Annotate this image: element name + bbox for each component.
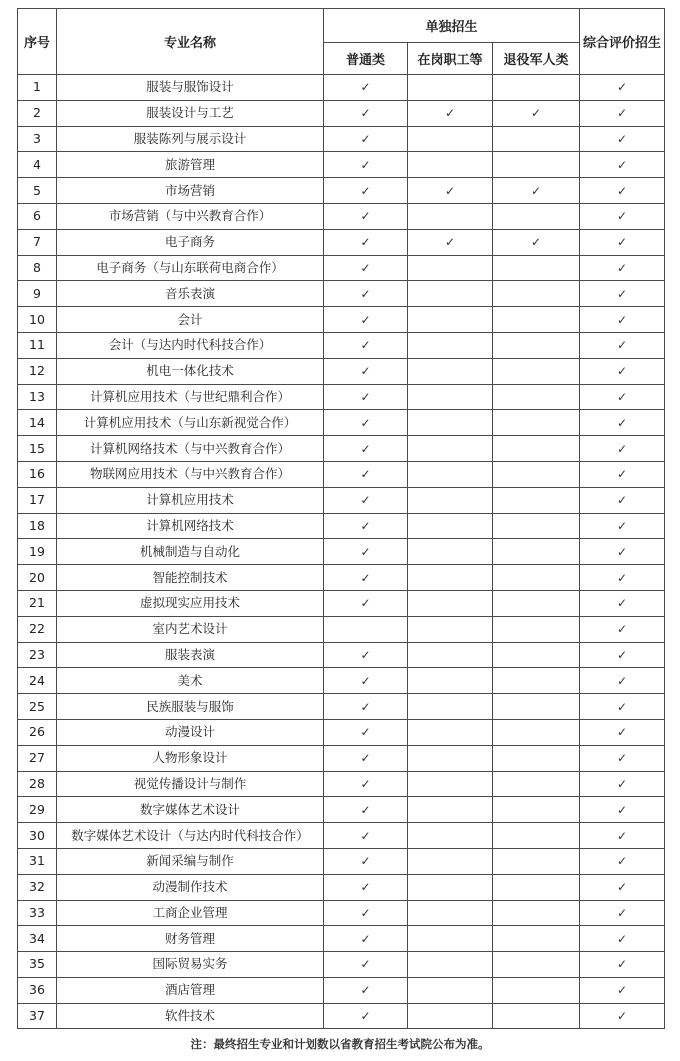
row-number: 34	[18, 926, 57, 952]
comprehensive-check-icon: ✓	[580, 952, 665, 978]
major-name: 音乐表演	[57, 281, 324, 307]
on-job-check-empty	[408, 823, 493, 849]
veteran-check-empty	[493, 745, 580, 771]
general-check-icon: ✓	[324, 100, 408, 126]
major-name: 动漫制作技术	[57, 874, 324, 900]
on-job-check-icon: ✓	[408, 178, 493, 204]
row-number: 15	[18, 436, 57, 462]
row-number: 9	[18, 281, 57, 307]
major-name: 计算机应用技术（与世纪鼎利合作）	[57, 384, 324, 410]
table-row	[18, 436, 665, 462]
general-check-icon: ✓	[324, 745, 408, 771]
row-number: 31	[18, 848, 57, 874]
major-name: 酒店管理	[57, 977, 324, 1003]
enrollment-table-container	[17, 8, 664, 1029]
veteran-check-empty	[493, 823, 580, 849]
veteran-check-empty	[493, 565, 580, 591]
on-job-check-empty	[408, 926, 493, 952]
general-check-icon: ✓	[324, 694, 408, 720]
major-name: 美术	[57, 668, 324, 694]
on-job-check-empty	[408, 358, 493, 384]
veteran-check-empty	[493, 874, 580, 900]
general-check-icon: ✓	[324, 178, 408, 204]
header-general: 普通类	[324, 43, 408, 75]
comprehensive-check-icon: ✓	[580, 203, 665, 229]
table-row	[18, 977, 665, 1003]
row-number: 18	[18, 513, 57, 539]
major-name: 民族服装与服饰	[57, 694, 324, 720]
on-job-check-empty	[408, 307, 493, 333]
major-name: 服装陈列与展示设计	[57, 126, 324, 152]
veteran-check-icon: ✓	[493, 178, 580, 204]
veteran-check-empty	[493, 977, 580, 1003]
veteran-check-empty	[493, 410, 580, 436]
major-name: 室内艺术设计	[57, 616, 324, 642]
general-check-icon: ✓	[324, 874, 408, 900]
general-check-icon: ✓	[324, 152, 408, 178]
header-veteran: 退役军人类	[493, 43, 580, 75]
table-row	[18, 229, 665, 255]
row-number: 26	[18, 719, 57, 745]
veteran-check-empty	[493, 900, 580, 926]
on-job-check-empty	[408, 874, 493, 900]
general-check-icon: ✓	[324, 590, 408, 616]
table-row	[18, 487, 665, 513]
veteran-check-icon: ✓	[493, 229, 580, 255]
table-row	[18, 410, 665, 436]
table-row	[18, 900, 665, 926]
on-job-check-empty	[408, 410, 493, 436]
table-row	[18, 616, 665, 642]
footnote: 注：最终招生专业和计划数以省教育招生考试院公布为准。	[190, 1037, 490, 1051]
table-row	[18, 255, 665, 281]
row-number: 8	[18, 255, 57, 281]
major-name: 会计（与达内时代科技合作）	[57, 332, 324, 358]
veteran-check-empty	[493, 590, 580, 616]
veteran-check-empty	[493, 539, 580, 565]
major-name: 市场营销	[57, 178, 324, 204]
on-job-check-empty	[408, 694, 493, 720]
on-job-check-empty	[408, 332, 493, 358]
general-check-icon: ✓	[324, 823, 408, 849]
comprehensive-check-icon: ✓	[580, 410, 665, 436]
row-number: 25	[18, 694, 57, 720]
on-job-check-empty	[408, 771, 493, 797]
row-number: 14	[18, 410, 57, 436]
table-row	[18, 203, 665, 229]
veteran-check-empty	[493, 332, 580, 358]
comprehensive-check-icon: ✓	[580, 152, 665, 178]
general-check-icon: ✓	[324, 487, 408, 513]
major-name: 计算机应用技术（与山东新视觉合作）	[57, 410, 324, 436]
on-job-check-empty	[408, 281, 493, 307]
veteran-check-empty	[493, 694, 580, 720]
header-comprehensive-enrollment: 综合评价招生	[580, 9, 665, 75]
comprehensive-check-icon: ✓	[580, 513, 665, 539]
general-check-icon: ✓	[324, 668, 408, 694]
on-job-check-empty	[408, 487, 493, 513]
major-name: 虚拟现实应用技术	[57, 590, 324, 616]
row-number: 11	[18, 332, 57, 358]
comprehensive-check-icon: ✓	[580, 307, 665, 333]
veteran-check-empty	[493, 126, 580, 152]
veteran-check-empty	[493, 307, 580, 333]
major-name: 机械制造与自动化	[57, 539, 324, 565]
general-check-icon: ✓	[324, 642, 408, 668]
on-job-check-icon: ✓	[408, 100, 493, 126]
on-job-check-empty	[408, 668, 493, 694]
table-row	[18, 75, 665, 101]
veteran-check-icon: ✓	[493, 100, 580, 126]
row-number: 17	[18, 487, 57, 513]
table-body	[18, 75, 665, 1029]
table-row	[18, 539, 665, 565]
on-job-check-empty	[408, 384, 493, 410]
comprehensive-check-icon: ✓	[580, 823, 665, 849]
major-name: 新闻采编与制作	[57, 848, 324, 874]
comprehensive-check-icon: ✓	[580, 719, 665, 745]
major-name: 软件技术	[57, 1003, 324, 1029]
comprehensive-check-icon: ✓	[580, 694, 665, 720]
row-number: 5	[18, 178, 57, 204]
header-single-enrollment: 单独招生	[324, 9, 580, 43]
major-name: 物联网应用技术（与中兴教育合作）	[57, 461, 324, 487]
general-check-icon: ✓	[324, 900, 408, 926]
general-check-icon: ✓	[324, 410, 408, 436]
header-seq: 序号	[18, 9, 57, 75]
table-row	[18, 848, 665, 874]
major-name: 人物形象设计	[57, 745, 324, 771]
comprehensive-check-icon: ✓	[580, 178, 665, 204]
row-number: 24	[18, 668, 57, 694]
major-name: 计算机网络技术	[57, 513, 324, 539]
major-name: 服装设计与工艺	[57, 100, 324, 126]
table-row	[18, 745, 665, 771]
on-job-check-empty	[408, 513, 493, 539]
on-job-check-empty	[408, 255, 493, 281]
on-job-check-empty	[408, 719, 493, 745]
major-name: 智能控制技术	[57, 565, 324, 591]
on-job-check-empty	[408, 75, 493, 101]
general-check-icon: ✓	[324, 565, 408, 591]
general-check-icon: ✓	[324, 229, 408, 255]
major-name: 服装表演	[57, 642, 324, 668]
row-number: 30	[18, 823, 57, 849]
table-row	[18, 874, 665, 900]
table-row	[18, 797, 665, 823]
comprehensive-check-icon: ✓	[580, 745, 665, 771]
row-number: 1	[18, 75, 57, 101]
general-check-icon: ✓	[324, 436, 408, 462]
general-check-icon: ✓	[324, 952, 408, 978]
table-row	[18, 332, 665, 358]
general-check-icon: ✓	[324, 719, 408, 745]
on-job-check-empty	[408, 152, 493, 178]
general-check-icon: ✓	[324, 255, 408, 281]
general-check-icon: ✓	[324, 797, 408, 823]
comprehensive-check-icon: ✓	[580, 616, 665, 642]
general-check-icon: ✓	[324, 848, 408, 874]
on-job-check-empty	[408, 461, 493, 487]
table-row	[18, 668, 665, 694]
comprehensive-check-icon: ✓	[580, 384, 665, 410]
table-row	[18, 513, 665, 539]
veteran-check-empty	[493, 926, 580, 952]
comprehensive-check-icon: ✓	[580, 281, 665, 307]
row-number: 33	[18, 900, 57, 926]
enrollment-majors-table	[17, 8, 665, 1029]
table-row	[18, 719, 665, 745]
on-job-check-empty	[408, 900, 493, 926]
on-job-check-empty	[408, 977, 493, 1003]
comprehensive-check-icon: ✓	[580, 590, 665, 616]
general-check-empty	[324, 616, 408, 642]
veteran-check-empty	[493, 75, 580, 101]
comprehensive-check-icon: ✓	[580, 565, 665, 591]
major-name: 数字媒体艺术设计（与达内时代科技合作）	[57, 823, 324, 849]
general-check-icon: ✓	[324, 539, 408, 565]
major-name: 动漫设计	[57, 719, 324, 745]
veteran-check-empty	[493, 281, 580, 307]
on-job-check-empty	[408, 745, 493, 771]
table-row	[18, 1003, 665, 1029]
major-name: 视觉传播设计与制作	[57, 771, 324, 797]
row-number: 23	[18, 642, 57, 668]
on-job-check-empty	[408, 616, 493, 642]
major-name: 市场营销（与中兴教育合作）	[57, 203, 324, 229]
major-name: 旅游管理	[57, 152, 324, 178]
table-row	[18, 152, 665, 178]
header-major-name: 专业名称	[57, 9, 324, 75]
table-row	[18, 952, 665, 978]
veteran-check-empty	[493, 384, 580, 410]
general-check-icon: ✓	[324, 926, 408, 952]
table-row	[18, 307, 665, 333]
major-name: 电子商务	[57, 229, 324, 255]
row-number: 32	[18, 874, 57, 900]
comprehensive-check-icon: ✓	[580, 126, 665, 152]
table-row	[18, 926, 665, 952]
table-row	[18, 642, 665, 668]
general-check-icon: ✓	[324, 384, 408, 410]
veteran-check-empty	[493, 255, 580, 281]
on-job-check-empty	[408, 642, 493, 668]
row-number: 16	[18, 461, 57, 487]
on-job-check-empty	[408, 590, 493, 616]
row-number: 37	[18, 1003, 57, 1029]
comprehensive-check-icon: ✓	[580, 255, 665, 281]
on-job-check-empty	[408, 203, 493, 229]
general-check-icon: ✓	[324, 307, 408, 333]
comprehensive-check-icon: ✓	[580, 874, 665, 900]
general-check-icon: ✓	[324, 461, 408, 487]
general-check-icon: ✓	[324, 75, 408, 101]
on-job-check-empty	[408, 539, 493, 565]
general-check-icon: ✓	[324, 1003, 408, 1029]
general-check-icon: ✓	[324, 281, 408, 307]
row-number: 21	[18, 590, 57, 616]
veteran-check-empty	[493, 203, 580, 229]
table-row	[18, 178, 665, 204]
table-row	[18, 461, 665, 487]
on-job-check-empty	[408, 436, 493, 462]
comprehensive-check-icon: ✓	[580, 848, 665, 874]
general-check-icon: ✓	[324, 332, 408, 358]
table-row	[18, 823, 665, 849]
major-name: 计算机网络技术（与中兴教育合作）	[57, 436, 324, 462]
table-row	[18, 694, 665, 720]
comprehensive-check-icon: ✓	[580, 461, 665, 487]
veteran-check-empty	[493, 719, 580, 745]
row-number: 3	[18, 126, 57, 152]
general-check-icon: ✓	[324, 203, 408, 229]
major-name: 服装与服饰设计	[57, 75, 324, 101]
major-name: 机电一体化技术	[57, 358, 324, 384]
general-check-icon: ✓	[324, 771, 408, 797]
major-name: 工商企业管理	[57, 900, 324, 926]
row-number: 27	[18, 745, 57, 771]
veteran-check-empty	[493, 952, 580, 978]
row-number: 6	[18, 203, 57, 229]
comprehensive-check-icon: ✓	[580, 229, 665, 255]
comprehensive-check-icon: ✓	[580, 642, 665, 668]
table-row	[18, 358, 665, 384]
row-number: 13	[18, 384, 57, 410]
general-check-icon: ✓	[324, 977, 408, 1003]
veteran-check-empty	[493, 848, 580, 874]
row-number: 19	[18, 539, 57, 565]
row-number: 29	[18, 797, 57, 823]
veteran-check-empty	[493, 358, 580, 384]
comprehensive-check-icon: ✓	[580, 436, 665, 462]
table-row	[18, 565, 665, 591]
general-check-icon: ✓	[324, 358, 408, 384]
major-name: 会计	[57, 307, 324, 333]
veteran-check-empty	[493, 797, 580, 823]
header-on-job: 在岗职工等	[408, 43, 493, 75]
comprehensive-check-icon: ✓	[580, 977, 665, 1003]
comprehensive-check-icon: ✓	[580, 487, 665, 513]
general-check-icon: ✓	[324, 126, 408, 152]
on-job-check-empty	[408, 126, 493, 152]
major-name: 数字媒体艺术设计	[57, 797, 324, 823]
comprehensive-check-icon: ✓	[580, 75, 665, 101]
row-number: 2	[18, 100, 57, 126]
veteran-check-empty	[493, 616, 580, 642]
comprehensive-check-icon: ✓	[580, 539, 665, 565]
on-job-check-empty	[408, 952, 493, 978]
comprehensive-check-icon: ✓	[580, 926, 665, 952]
veteran-check-empty	[493, 487, 580, 513]
major-name: 国际贸易实务	[57, 952, 324, 978]
table-row	[18, 590, 665, 616]
table-row	[18, 100, 665, 126]
veteran-check-empty	[493, 152, 580, 178]
comprehensive-check-icon: ✓	[580, 1003, 665, 1029]
table-row	[18, 771, 665, 797]
comprehensive-check-icon: ✓	[580, 668, 665, 694]
veteran-check-empty	[493, 513, 580, 539]
on-job-check-icon: ✓	[408, 229, 493, 255]
table-row	[18, 126, 665, 152]
row-number: 22	[18, 616, 57, 642]
major-name: 计算机应用技术	[57, 487, 324, 513]
general-check-icon: ✓	[324, 513, 408, 539]
veteran-check-empty	[493, 461, 580, 487]
row-number: 10	[18, 307, 57, 333]
veteran-check-empty	[493, 1003, 580, 1029]
row-number: 36	[18, 977, 57, 1003]
veteran-check-empty	[493, 668, 580, 694]
veteran-check-empty	[493, 436, 580, 462]
row-number: 4	[18, 152, 57, 178]
on-job-check-empty	[408, 848, 493, 874]
veteran-check-empty	[493, 771, 580, 797]
on-job-check-empty	[408, 1003, 493, 1029]
veteran-check-empty	[493, 642, 580, 668]
major-name: 财务管理	[57, 926, 324, 952]
row-number: 7	[18, 229, 57, 255]
row-number: 28	[18, 771, 57, 797]
comprehensive-check-icon: ✓	[580, 771, 665, 797]
row-number: 20	[18, 565, 57, 591]
row-number: 35	[18, 952, 57, 978]
comprehensive-check-icon: ✓	[580, 100, 665, 126]
on-job-check-empty	[408, 797, 493, 823]
on-job-check-empty	[408, 565, 493, 591]
major-name: 电子商务（与山东联荷电商合作）	[57, 255, 324, 281]
comprehensive-check-icon: ✓	[580, 797, 665, 823]
comprehensive-check-icon: ✓	[580, 358, 665, 384]
table-row	[18, 384, 665, 410]
row-number: 12	[18, 358, 57, 384]
comprehensive-check-icon: ✓	[580, 332, 665, 358]
table-row	[18, 281, 665, 307]
comprehensive-check-icon: ✓	[580, 900, 665, 926]
